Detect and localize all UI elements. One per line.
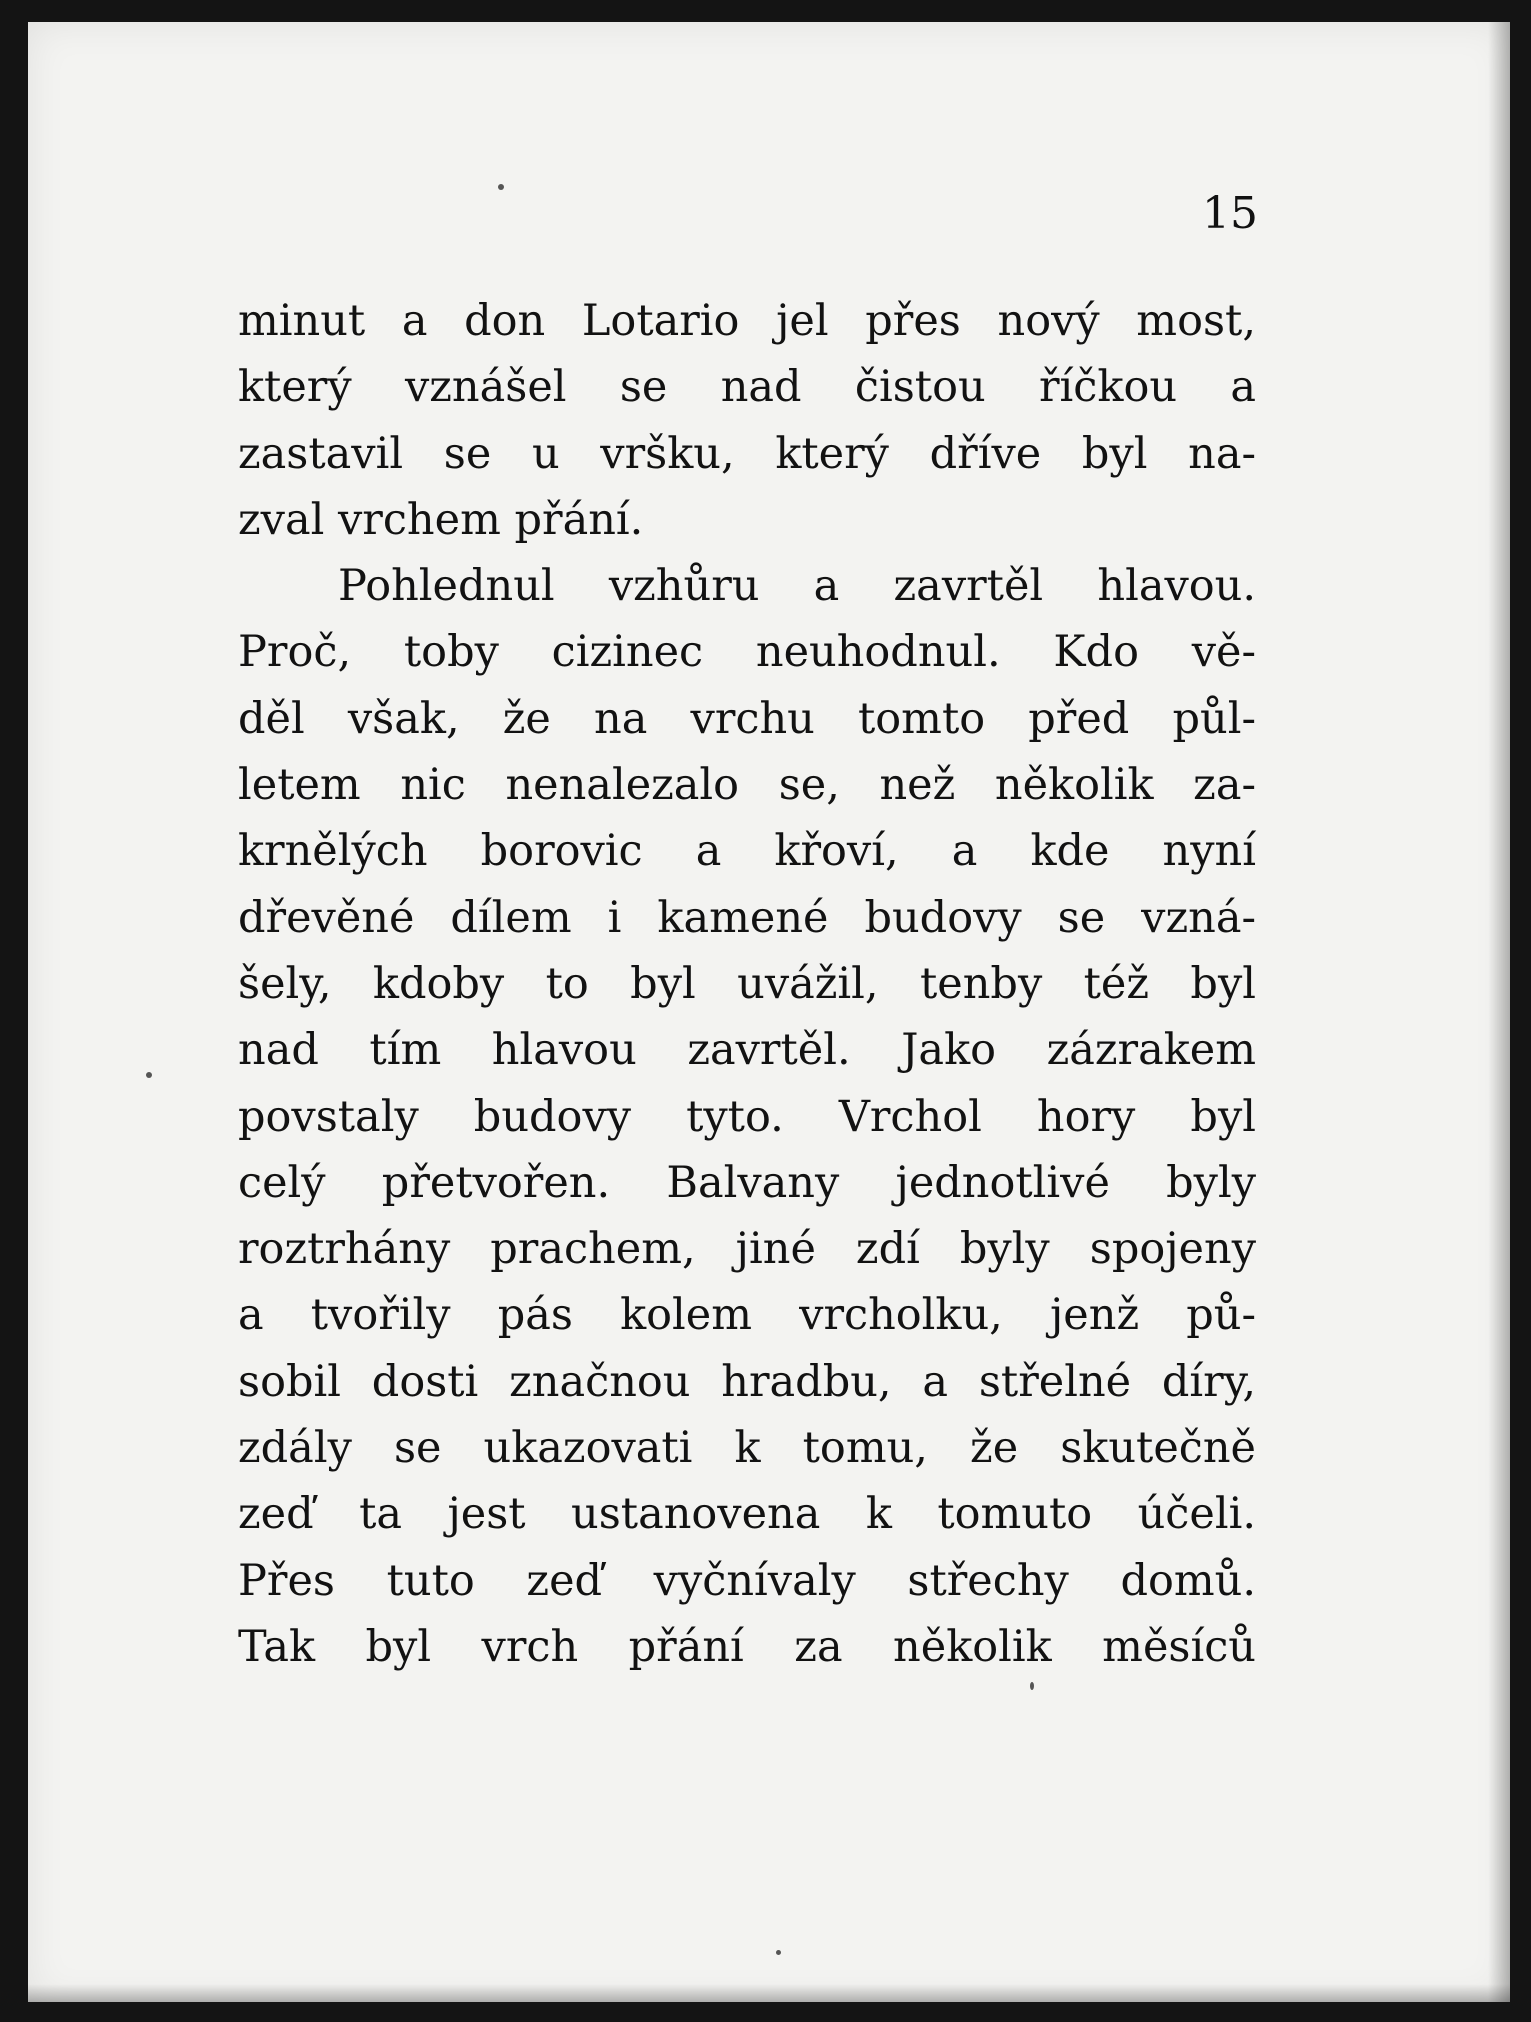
text-line: sobil dosti značnou hradbu, a střelné díry,: [238, 1356, 1256, 1407]
text-line: zval vrchem přání.: [238, 494, 644, 545]
text-line: a tvořily pás kolem vrcholku, jenž pů-: [238, 1290, 1256, 1341]
text-line: Proč, toby cizinec neuhodnul. Kdo vě-: [238, 627, 1256, 678]
text-line: nad tím hlavou zavrtěl. Jako zázrakem: [238, 1025, 1256, 1076]
text-line: děl však, že na vrchu tomto před půl-: [238, 693, 1256, 744]
text-line: letem nic nenalezalo se, než několik za-: [238, 760, 1256, 811]
text-line: zeď ta jest ustanovena k tomuto účeli.: [238, 1489, 1256, 1540]
text-line: Přes tuto zeď vyčnívaly střechy domů.: [238, 1555, 1256, 1606]
text-line: zdály se ukazovati k tomu, že skutečně: [238, 1423, 1256, 1474]
text-line: Pohlednul vzhůru a zavrtěl hlavou.: [338, 561, 1256, 612]
text-line: celý přetvořen. Balvany jednotlivé byly: [238, 1157, 1256, 1208]
text-line: krnělých borovic a křoví, a kde nyní: [238, 826, 1256, 877]
text-line: minut a don Lotario jel přes nový most,: [238, 296, 1256, 346]
body-text: [238, 288, 1256, 1680]
text-line: zastavil se u vršku, který dříve byl na-: [238, 428, 1256, 479]
print-speck: [776, 1950, 781, 1955]
text-line: povstaly budovy tyto. Vrchol hory byl: [238, 1091, 1256, 1142]
text-line: šely, kdoby to byl uvážil, tenby též byl: [238, 958, 1256, 1009]
text-line: dřevěné dílem i kamené budovy se vzná-: [238, 892, 1256, 943]
text-line: roztrhány prachem, jiné zdí byly spojeny: [238, 1224, 1256, 1275]
page-bottom-shadow: [28, 1984, 1510, 2002]
print-speck: [498, 184, 504, 190]
page-number: 15: [1202, 188, 1258, 239]
page-edge-shadow: [1488, 22, 1510, 2002]
text-line: Tak byl vrch přání za několik měsíců: [238, 1621, 1256, 1672]
print-speck: [1030, 1682, 1034, 1690]
print-speck: [146, 1072, 152, 1078]
text-line: který vznášel se nad čistou říčkou a: [238, 362, 1256, 413]
book-page: [28, 22, 1510, 2002]
